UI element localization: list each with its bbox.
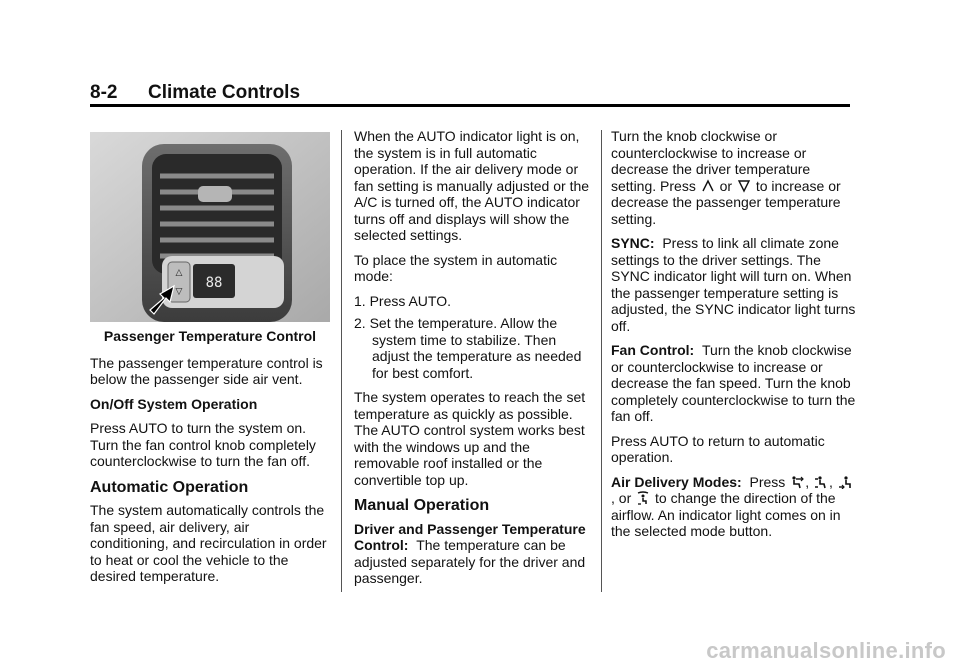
air-delivery-text: to change the direction of the airflow. An indicator light comes on in the selected mode button.: [611, 490, 841, 539]
watermark: carmanualsonline.info: [706, 638, 946, 663]
figure-caption: Passenger Temperature Control: [103, 328, 317, 344]
or-text: or: [719, 177, 733, 194]
page-header: [90, 82, 300, 104]
passenger-temperature-control-photo: [90, 132, 330, 322]
air-delivery-paragraph: Air Delivery Modes: Press , , , or to change the direction of the airflow. An indicator light comes on in the selected mode button.: [611, 474, 856, 540]
driver-passenger-text: The temperature can be adjusted separately for the driver and passenger.: [354, 537, 586, 586]
automatic-operation-paragraph: The system automatically controls the fan speed, air delivery, air conditioning, and recirculation in order to heat or cool the vehicle to the desired temperature.: [90, 502, 327, 584]
section-title: Climate Controls: [148, 82, 301, 103]
temp-display-text: 88: [205, 275, 223, 291]
manual-operation-heading: Manual Operation: [354, 497, 490, 514]
sync-paragraph: [611, 235, 856, 334]
sync-label: SYNC:: [611, 235, 655, 251]
driver-passenger-label: Driver and Passenger Temperature Control:: [354, 520, 586, 553]
intro-paragraph: The passenger temperature control is below the passenger side air vent.: [90, 354, 323, 387]
press-text: Press: [749, 473, 786, 490]
onoff-paragraph: Press AUTO to turn the system on. Turn the fan control knob completely counterclockwise to turn the fan off.: [90, 420, 316, 469]
knob-paragraph: [611, 128, 856, 227]
fan-control-label: Fan Control:: [611, 342, 695, 358]
floor-mode-icon: [838, 475, 852, 489]
temperature-down-icon: [737, 179, 751, 193]
header-rule: [90, 104, 850, 107]
column-2: [354, 128, 594, 595]
auto-return-paragraph: Press AUTO to return to automatic operation.: [611, 432, 825, 465]
svg-text:▽: ▽: [175, 287, 183, 297]
fan-control-paragraph: [611, 342, 856, 425]
knob-text: Turn the knob clockwise or counterclockwise to increase or decrease the driver temperature setting. Press: [611, 128, 811, 194]
svg-text:△: △: [175, 268, 183, 278]
page-number: 8-2: [90, 82, 118, 103]
defrost-floor-mode-icon: [636, 491, 650, 505]
air-delivery-label: Air Delivery Modes:: [611, 473, 742, 490]
temperature-up-icon: [701, 179, 715, 193]
list-item: 2. Set the temperature. Allow the system time to stabilize. Then adjust the temperature as needed for best comfort.: [354, 315, 582, 381]
vent-mode-icon: [790, 475, 804, 489]
steps-list: [354, 293, 594, 382]
sync-text: Press to link all climate zone settings to the driver settings. The SYNC indicator light will turn on. When the passenger temperature setting is adjusted, the SYNC indicator light turns off.: [611, 235, 856, 334]
bi-level-mode-icon: [814, 475, 828, 489]
column-divider: [341, 130, 342, 592]
automatic-mode-intro: To place the system in automatic mode:: [354, 251, 558, 284]
system-operates-paragraph: The system operates to reach the set temperature as quickly as possible. The AUTO control system works best with the windows up and the removable roof installed or the convertible top up.: [354, 389, 586, 488]
column-3: [611, 128, 856, 548]
fan-control-text: Turn the knob clockwise or counterclockwise to increase or decrease the fan speed. Turn the knob completely counterclockwise to turn the fan off.: [611, 342, 856, 424]
onoff-heading: On/Off System Operation: [90, 395, 258, 412]
auto-indicator-paragraph: When the AUTO indicator light is on, the system is in full automatic operation. If the air delivery mode or fan setting is manually adjusted or the A/C is turned off, the AUTO indicator turns off and displays will show the selected settings.: [354, 128, 590, 243]
knob-text-end: to increase or decrease the passenger temperature setting.: [611, 177, 841, 227]
column-1: [90, 132, 330, 593]
automatic-operation-heading: Automatic Operation: [90, 478, 249, 496]
column-divider: [601, 130, 602, 592]
list-item: 1. Press AUTO.: [354, 292, 451, 309]
driver-passenger-paragraph: [354, 521, 594, 587]
or-text: , or: [611, 490, 632, 506]
